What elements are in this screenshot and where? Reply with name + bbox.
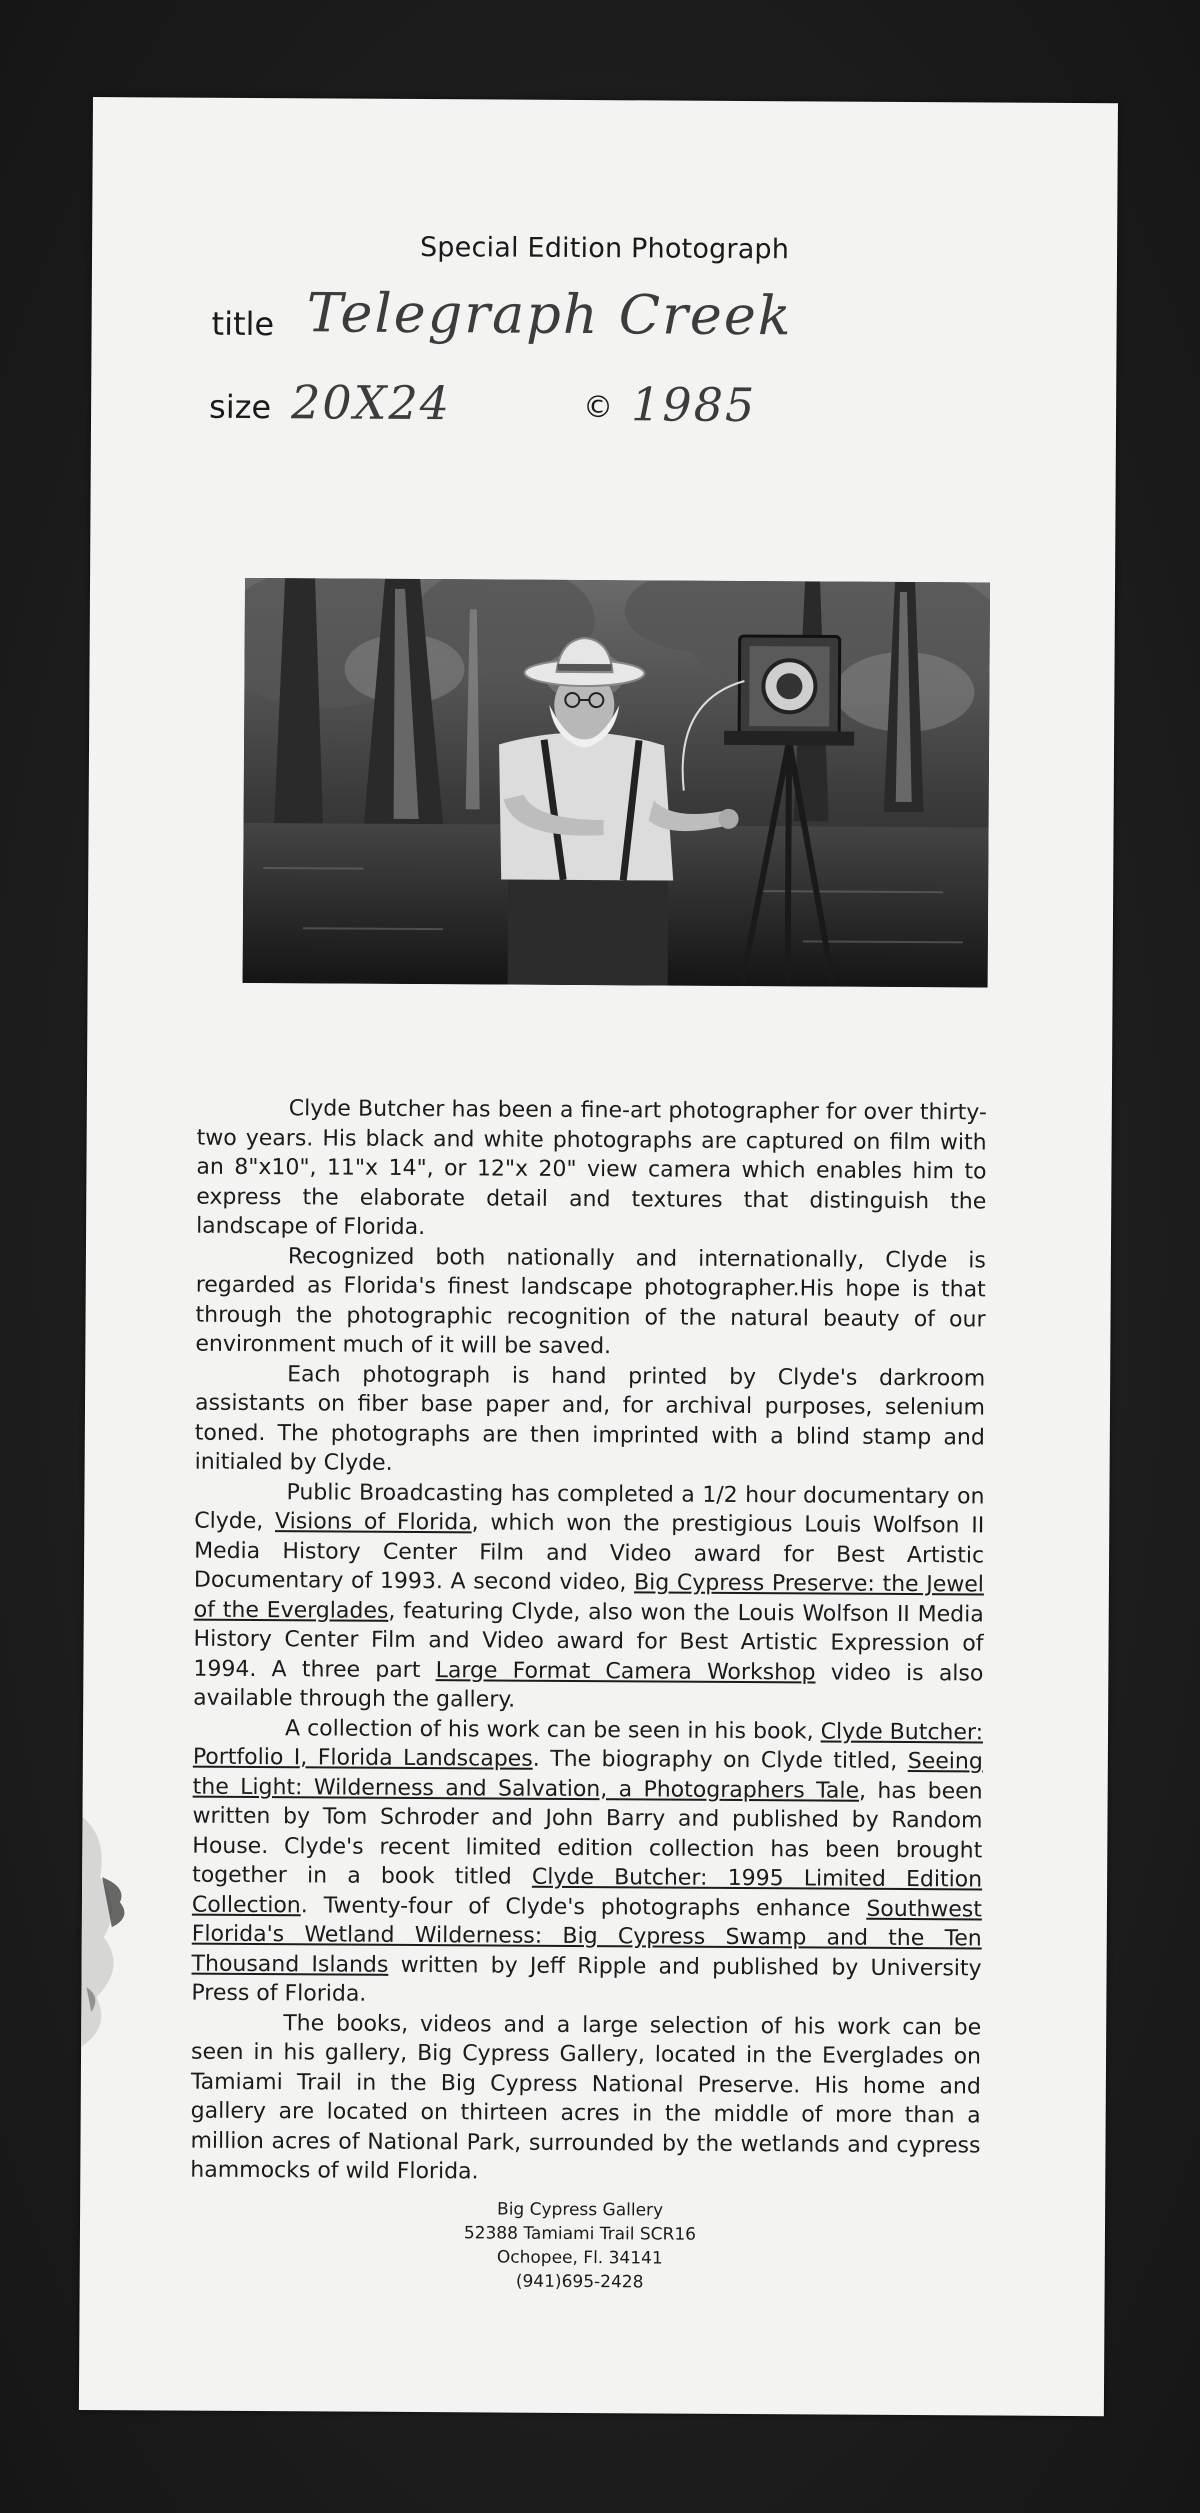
- text-segment: Public Broadcasting has completed a 1/2 hour documentary on Clyde,: [194, 1479, 985, 1535]
- size-handwritten-value: 20X24: [290, 375, 452, 431]
- torn-edge-mark-icon: [81, 1797, 143, 2057]
- video-title-big-cypress-preserve: Big Cypress Preserve: the Jewel of the Everglades: [193, 1570, 985, 1624]
- text-segment: , has been written by Tom Schroder and John Barry and published by Random House. Clyde's recent limited edition collection has been brought together in a book titled: [192, 1778, 983, 1890]
- text-segment: , which won the prestigious Louis Wolfson II Media History Center Film and Video award for Best Artistic Documentary of 1993. A second video,: [193, 1510, 985, 1596]
- video-title-visions-of-florida: Visions of Florida: [274, 1509, 472, 1536]
- paragraph-gallery: The books, videos and a large selection of his work can be seen in his gallery, Big Cypress Gallery, located in the Everglades on Tamiami Trail in the Big Cypress National Preserve. His home and gallery are located on thirteen acres in the middle of more than a million acres of National Park, surrounded by the wetlands and cypress hammocks of wild Florida.: [190, 2010, 982, 2185]
- paragraph-printing: Each photograph is hand printed by Clyde's darkroom assistants on fiber base paper and, for archival purposes, selenium toned. The photographs are then imprinted with a blind stamp and initialed by Clyde.: [194, 1361, 986, 1476]
- gallery-phone: (941)695-2428: [515, 2271, 644, 2293]
- text-segment: A collection of his work can be seen in his book,: [284, 1715, 821, 1744]
- gallery-city: Ochopee, Fl. 34141: [496, 2247, 663, 2269]
- paragraph-intro: Clyde Butcher has been a fine-art photographer for over thirty-two years. His black and white photographs are captured on film with an 8"x10", 11"x 14", or 12"x 20" view camera which enables him to express the elaborate detail and textures that distinguish the landscape of Florida.: [196, 1096, 987, 1241]
- size-label: size: [208, 387, 272, 427]
- book-title-wetland-wilderness: Southwest Florida's Wetland Wilderness: Big Cypress Swamp and the Ten Thousand Islands: [191, 1896, 983, 1978]
- title-label: title: [211, 304, 275, 344]
- book-title-seeing-the-light: Seeing the Light: Wilderness and Salvation, a Photographers Tale: [192, 1749, 983, 1804]
- document-sheet: [79, 97, 1118, 2416]
- biography-text: [190, 1094, 987, 2190]
- video-title-large-format-workshop: Large Format Camera Workshop: [435, 1657, 816, 1685]
- copyright-year-handwritten: 1985: [630, 377, 757, 433]
- book-title-limited-edition: Clyde Butcher: 1995 Limited Edition Collection: [191, 1864, 983, 1918]
- paragraph-books: [191, 1713, 983, 2013]
- text-segment: , featuring Clyde, also won the Louis Wolfson II Media History Center Film and Video award for Best Artistic Expression of 1994. A three part: [193, 1598, 984, 1683]
- copyright-symbol: ©: [583, 390, 614, 426]
- photographer-with-view-camera-in-swamp-icon: [243, 578, 990, 988]
- text-segment: . The biography on Clyde titled,: [532, 1746, 908, 1775]
- text-segment: . Twenty-four of Clyde's photographs enhance: [300, 1892, 867, 1922]
- gallery-address: [80, 2195, 1081, 2297]
- gallery-name: Big Cypress Gallery: [497, 2199, 664, 2221]
- gallery-street: 52388 Tamiami Trail SCR16: [463, 2223, 697, 2245]
- paragraph-recognition: Recognized both nationally and internationally, Clyde is regarded as Florida's finest landscape photographer.His hope is that through the photographic recognition of the natural beauty of our environment much of it will be saved.: [195, 1243, 986, 1360]
- title-handwritten-value: Telegraph Creek: [306, 281, 793, 348]
- book-title-portfolio: Clyde Butcher: Portfolio I, Florida Landscapes: [192, 1718, 984, 1772]
- text-segment: video is also available through the gallery.: [193, 1659, 984, 1713]
- photographer-photo: [243, 578, 990, 988]
- document-heading: Special Edition Photograph: [419, 232, 790, 266]
- text-segment: written by Jeff Ripple and published by University Press of Florida.: [191, 1952, 982, 2007]
- paragraph-documentaries: [193, 1477, 984, 1718]
